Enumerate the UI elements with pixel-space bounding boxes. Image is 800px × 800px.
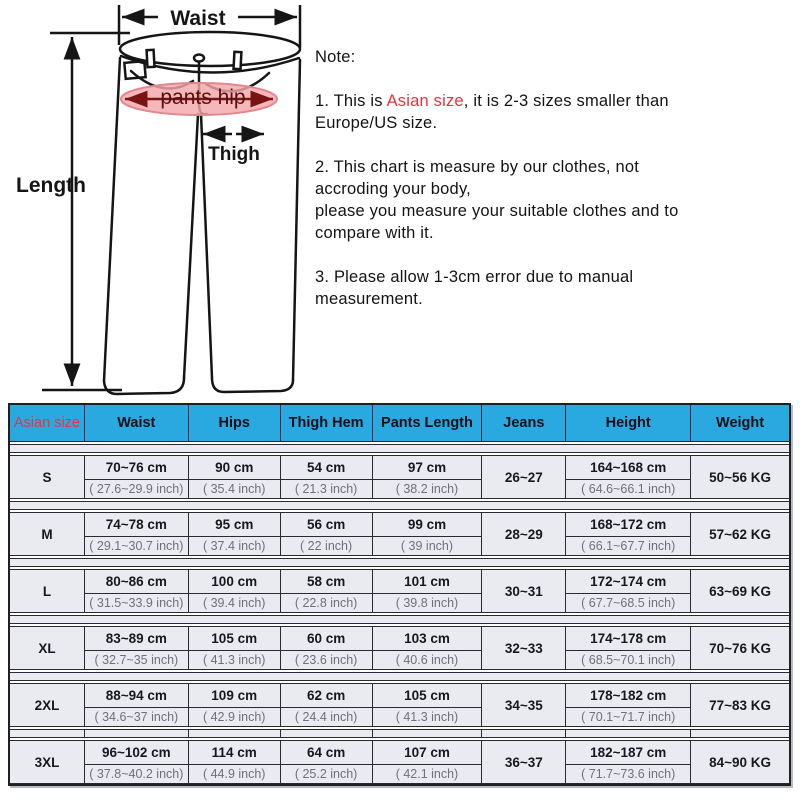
- thigh-cm: 58 cm: [281, 570, 372, 594]
- thigh-cm: 64 cm: [281, 741, 372, 765]
- height-inch: ( 64.6~66.1 inch): [581, 482, 676, 496]
- pants-length-cell: [372, 456, 482, 498]
- hips-cm: 105 cm: [189, 627, 280, 651]
- jeans-cell: 34~35: [481, 684, 565, 726]
- hips-cell: [188, 627, 280, 669]
- thigh-inch: ( 23.6 inch): [294, 653, 358, 667]
- waist-cm: 70~76 cm: [85, 456, 188, 480]
- height-inch: ( 70.1~71.7 inch): [581, 710, 676, 724]
- waist-inch: ( 27.6~29.9 inch): [89, 482, 184, 496]
- note-2-line4: compare with it.: [315, 224, 434, 242]
- waist-inch: ( 31.5~33.9 inch): [89, 596, 184, 610]
- waist-cm: 96~102 cm: [85, 741, 188, 765]
- size-row-3xl: [10, 740, 789, 784]
- pants-length-cm: 99 cm: [373, 513, 482, 537]
- waist-cell: [84, 570, 188, 612]
- waist-cm: 88~94 cm: [85, 684, 188, 708]
- spacer-row: [10, 444, 789, 453]
- height-cell: [565, 741, 690, 783]
- size-cell: 3XL: [34, 754, 60, 770]
- note-2-line1: 2. This chart is measure by our clothes, not: [315, 158, 639, 176]
- note-1-asian-size: Asian size: [386, 92, 464, 110]
- jeans-cell: 36~37: [481, 741, 565, 783]
- hips-cell: [188, 456, 280, 498]
- pants-length-cm: 107 cm: [373, 741, 482, 765]
- length-label: Length: [16, 174, 86, 197]
- column-header-hips: Hips: [188, 405, 280, 441]
- size-row-l: [10, 569, 789, 613]
- column-header-thigh-hem: Thigh Hem: [280, 405, 372, 441]
- waist-cm: 80~86 cm: [85, 570, 188, 594]
- jeans-cell: 26~27: [481, 456, 565, 498]
- thigh-cm: 56 cm: [281, 513, 372, 537]
- pants-length-cell: [372, 684, 482, 726]
- thigh-inch: ( 25.2 inch): [294, 767, 358, 781]
- waist-inch: ( 37.8~40.2 inch): [89, 767, 184, 781]
- spacer-row: [10, 615, 789, 624]
- height-cm: 178~182 cm: [566, 684, 690, 708]
- waist-cm: 74~78 cm: [85, 513, 188, 537]
- pants-measurement-diagram: [0, 0, 340, 400]
- length-arrow: [42, 33, 130, 390]
- pants-length-inch: ( 40.6 inch): [395, 653, 459, 667]
- note-2-line3: please you measure your suitable clothes and to: [315, 202, 679, 220]
- height-inch: ( 68.5~70.1 inch): [581, 653, 676, 667]
- hips-inch: ( 42.9 inch): [202, 710, 266, 724]
- note-item-3: [315, 266, 790, 310]
- size-row-s: [10, 455, 789, 499]
- waist-cell: [84, 684, 188, 726]
- height-inch: ( 66.1~67.7 inch): [581, 539, 676, 553]
- thigh-cm: 60 cm: [281, 627, 372, 651]
- column-header-asian-size: Asian size: [13, 415, 80, 431]
- note-item-2: [315, 156, 790, 244]
- height-cm: 182~187 cm: [566, 741, 690, 765]
- hips-cm: 114 cm: [189, 741, 280, 765]
- thigh-inch: ( 22.8 inch): [294, 596, 358, 610]
- waist-cell: [84, 627, 188, 669]
- hips-inch: ( 37.4 inch): [202, 539, 266, 553]
- note-3-line1: 3. Please allow 1-3cm error due to manual: [315, 268, 634, 286]
- thigh-inch: ( 24.4 inch): [294, 710, 358, 724]
- thigh-hem-cell: [280, 513, 372, 555]
- hips-inch: ( 35.4 inch): [202, 482, 266, 496]
- hips-inch: ( 39.4 inch): [202, 596, 266, 610]
- pants-length-cm: 105 cm: [373, 684, 482, 708]
- waist-cell: [84, 513, 188, 555]
- height-cm: 172~174 cm: [566, 570, 690, 594]
- note-1-line2: Europe/US size.: [315, 114, 438, 132]
- pants-length-inch: ( 38.2 inch): [395, 482, 459, 496]
- thigh-hem-cell: [280, 570, 372, 612]
- pants-length-inch: ( 42.1 inch): [395, 767, 459, 781]
- note-section: [315, 46, 790, 332]
- height-cm: 174~178 cm: [566, 627, 690, 651]
- size-row-m: [10, 512, 789, 556]
- hips-cm: 90 cm: [189, 456, 280, 480]
- pants-length-cell: [372, 570, 482, 612]
- hips-inch: ( 44.9 inch): [202, 767, 266, 781]
- note-1-rest: , it is 2-3 sizes smaller than: [463, 92, 669, 110]
- height-cm: 164~168 cm: [566, 456, 690, 480]
- waist-cm: 83~89 cm: [85, 627, 188, 651]
- hip-label: pants hip: [160, 86, 246, 109]
- thigh-hem-cell: [280, 684, 372, 726]
- hips-inch: ( 41.3 inch): [202, 653, 266, 667]
- thigh-inch: ( 21.3 inch): [294, 482, 358, 496]
- pants-length-inch: ( 39.8 inch): [395, 596, 459, 610]
- waist-label: Waist: [170, 7, 226, 30]
- pants-length-inch: ( 39 inch): [400, 539, 454, 553]
- waist-cell: [84, 456, 188, 498]
- height-cell: [565, 456, 690, 498]
- column-header-weight: Weight: [690, 405, 789, 441]
- size-cell: L: [42, 583, 52, 599]
- height-inch: ( 67.7~68.5 inch): [581, 596, 676, 610]
- height-inch: ( 71.7~73.6 inch): [581, 767, 676, 781]
- waist-inch: ( 34.6~37 inch): [94, 710, 179, 724]
- size-row-xl: [10, 626, 789, 670]
- column-header-waist: Waist: [84, 405, 188, 441]
- height-cell: [565, 513, 690, 555]
- waist-cell: [84, 741, 188, 783]
- jeans-cell: 30~31: [481, 570, 565, 612]
- note-3-line2: measurement.: [315, 290, 423, 308]
- thigh-cm: 62 cm: [281, 684, 372, 708]
- note-2-line2: accroding your body,: [315, 180, 471, 198]
- weight-cell: 50~56 KG: [690, 456, 789, 498]
- size-row-2xl: [10, 683, 789, 727]
- pants-length-cell: [372, 741, 482, 783]
- thigh-hem-cell: [280, 627, 372, 669]
- spacer-row: [10, 672, 789, 681]
- pants-length-inch: ( 41.3 inch): [395, 710, 459, 724]
- jeans-cell: 28~29: [481, 513, 565, 555]
- waist-inch: ( 32.7~35 inch): [94, 653, 179, 667]
- size-cell: XL: [38, 640, 56, 656]
- weight-cell: 57~62 KG: [690, 513, 789, 555]
- hips-cell: [188, 570, 280, 612]
- waist-inch: ( 29.1~30.7 inch): [89, 539, 184, 553]
- weight-cell: 70~76 KG: [690, 627, 789, 669]
- size-chart-table: [8, 403, 791, 786]
- hips-cell: [188, 684, 280, 726]
- pants-length-cell: [372, 513, 482, 555]
- hips-cm: 109 cm: [189, 684, 280, 708]
- hips-cm: 95 cm: [189, 513, 280, 537]
- size-cell: M: [41, 526, 53, 542]
- table-header-row: [10, 405, 789, 442]
- size-cell: S: [42, 469, 52, 485]
- weight-cell: 84~90 KG: [690, 741, 789, 783]
- column-header-height: Height: [565, 405, 690, 441]
- column-header-jeans: Jeans: [481, 405, 565, 441]
- jeans-cell: 32~33: [481, 627, 565, 669]
- thigh-label: Thigh: [208, 144, 260, 165]
- spacer-row: [10, 501, 789, 510]
- thigh-hem-cell: [280, 456, 372, 498]
- column-header-pants-length: Pants Length: [372, 405, 482, 441]
- thigh-hem-cell: [280, 741, 372, 783]
- hips-cm: 100 cm: [189, 570, 280, 594]
- thigh-cm: 54 cm: [281, 456, 372, 480]
- height-cell: [565, 570, 690, 612]
- thigh-inch: ( 22 inch): [300, 539, 353, 553]
- height-cell: [565, 627, 690, 669]
- weight-cell: 63~69 KG: [690, 570, 789, 612]
- height-cm: 168~172 cm: [566, 513, 690, 537]
- pants-length-cm: 103 cm: [373, 627, 482, 651]
- note-title: Note:: [315, 48, 356, 66]
- spacer-row-with-dividers: [10, 729, 789, 738]
- spacer-row: [10, 558, 789, 567]
- hips-cell: [188, 513, 280, 555]
- size-cell: 2XL: [34, 697, 60, 713]
- hips-cell: [188, 741, 280, 783]
- pants-length-cm: 97 cm: [373, 456, 482, 480]
- note-item-1: [315, 90, 790, 134]
- height-cell: [565, 684, 690, 726]
- weight-cell: 77~83 KG: [690, 684, 789, 726]
- pants-length-cm: 101 cm: [373, 570, 482, 594]
- pants-length-cell: [372, 627, 482, 669]
- note-1-prefix: 1. This is: [315, 92, 387, 110]
